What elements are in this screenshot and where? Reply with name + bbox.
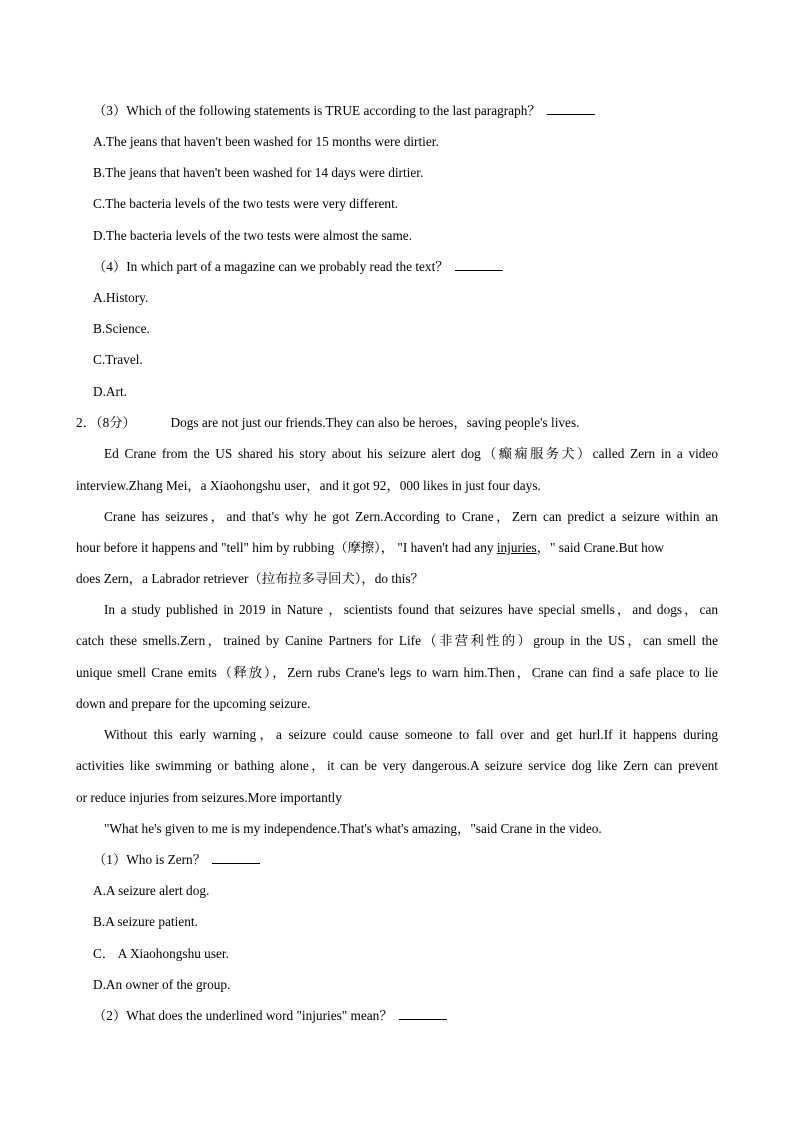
passage-intro: Dogs are not just our friends.They can also be heroes，saving people's lives.: [170, 415, 580, 430]
passage-line: does Zern，a Labrador retriever（拉布拉多寻回犬），do this？: [76, 571, 424, 586]
option-c: C.The bacteria levels of the two tests were very different.: [93, 196, 399, 211]
option-b: B.Science.: [93, 321, 150, 336]
option-c: C． A Xiaohongshu user.: [93, 946, 229, 961]
passage-line: down and prepare for the upcoming seizure.: [76, 696, 311, 711]
sub-question-2-stem: （2）What does the underlined word "injuries" mean？: [93, 1008, 447, 1024]
passage-line: hour before it happens and "tell" him by rubbing（摩擦）， "I haven't had any injuries，" said Crane.But how: [76, 540, 665, 555]
underlined-word: injuries: [496, 540, 537, 555]
answer-blank: [455, 259, 503, 271]
option-b: B.The jeans that haven't been washed for 14 days were dirtier.: [93, 165, 424, 180]
passage-line: Without this early warning，a seizure could cause someone to fall over and get hurl.If it happens during: [104, 727, 718, 742]
passage-line: or reduce injuries from seizures.More importantly: [76, 790, 342, 805]
passage-line: activities like swimming or bathing alone，it can be very dangerous.A seizure service dog like Zern can prevent: [76, 758, 718, 773]
option-a: A.The jeans that haven't been washed for 15 months were dirtier.: [93, 134, 439, 149]
option-a: A.History.: [93, 290, 149, 305]
option-c: C.Travel.: [93, 352, 143, 367]
answer-blank: [547, 103, 595, 115]
option-d: D.Art.: [93, 384, 127, 399]
passage-line: "What he's given to me is my independence.That's what's amazing，"said Crane in the video.: [104, 821, 602, 836]
sub-question-1-stem: （1）Who is Zern？: [93, 852, 260, 868]
question-3-stem: （3）Which of the following statements is TRUE according to the last paragraph？: [93, 103, 595, 119]
passage-line: catch these smells.Zern，trained by Canine Partners for Life（非营利性的）group in the US，can smell the: [76, 633, 718, 648]
option-d: D.The bacteria levels of the two tests were almost the same.: [93, 228, 413, 243]
answer-blank: [399, 1008, 447, 1020]
question-4-stem: （4）In which part of a magazine can we probably read the text？: [93, 259, 503, 275]
passage-line: In a study published in 2019 in Nature ，scientists found that seizures have special smells，and dogs，can: [104, 602, 718, 617]
passage-line: interview.Zhang Mei，a Xiaohongshu user，and it got 92，000 likes in just four days.: [76, 478, 541, 493]
answer-blank: [212, 852, 260, 864]
option-d: D.An owner of the group.: [93, 977, 231, 992]
passage-line: unique smell Crane emits（释放），Zern rubs Crane's legs to warn him.Then，Crane can find a safe place to lie: [76, 665, 718, 680]
passage-line: Crane has seizures，and that's why he got Zern.According to Crane，Zern can predict a seizure within an: [104, 509, 718, 524]
option-a: A.A seizure alert dog.: [93, 883, 210, 898]
option-b: B.A seizure patient.: [93, 914, 198, 929]
question-number: 2．（8分）: [76, 415, 136, 430]
question-2-heading: [76, 415, 579, 431]
passage-line: Ed Crane from the US shared his story about his seizure alert dog（癫痫服务犬）called Zern in a video: [104, 446, 718, 461]
